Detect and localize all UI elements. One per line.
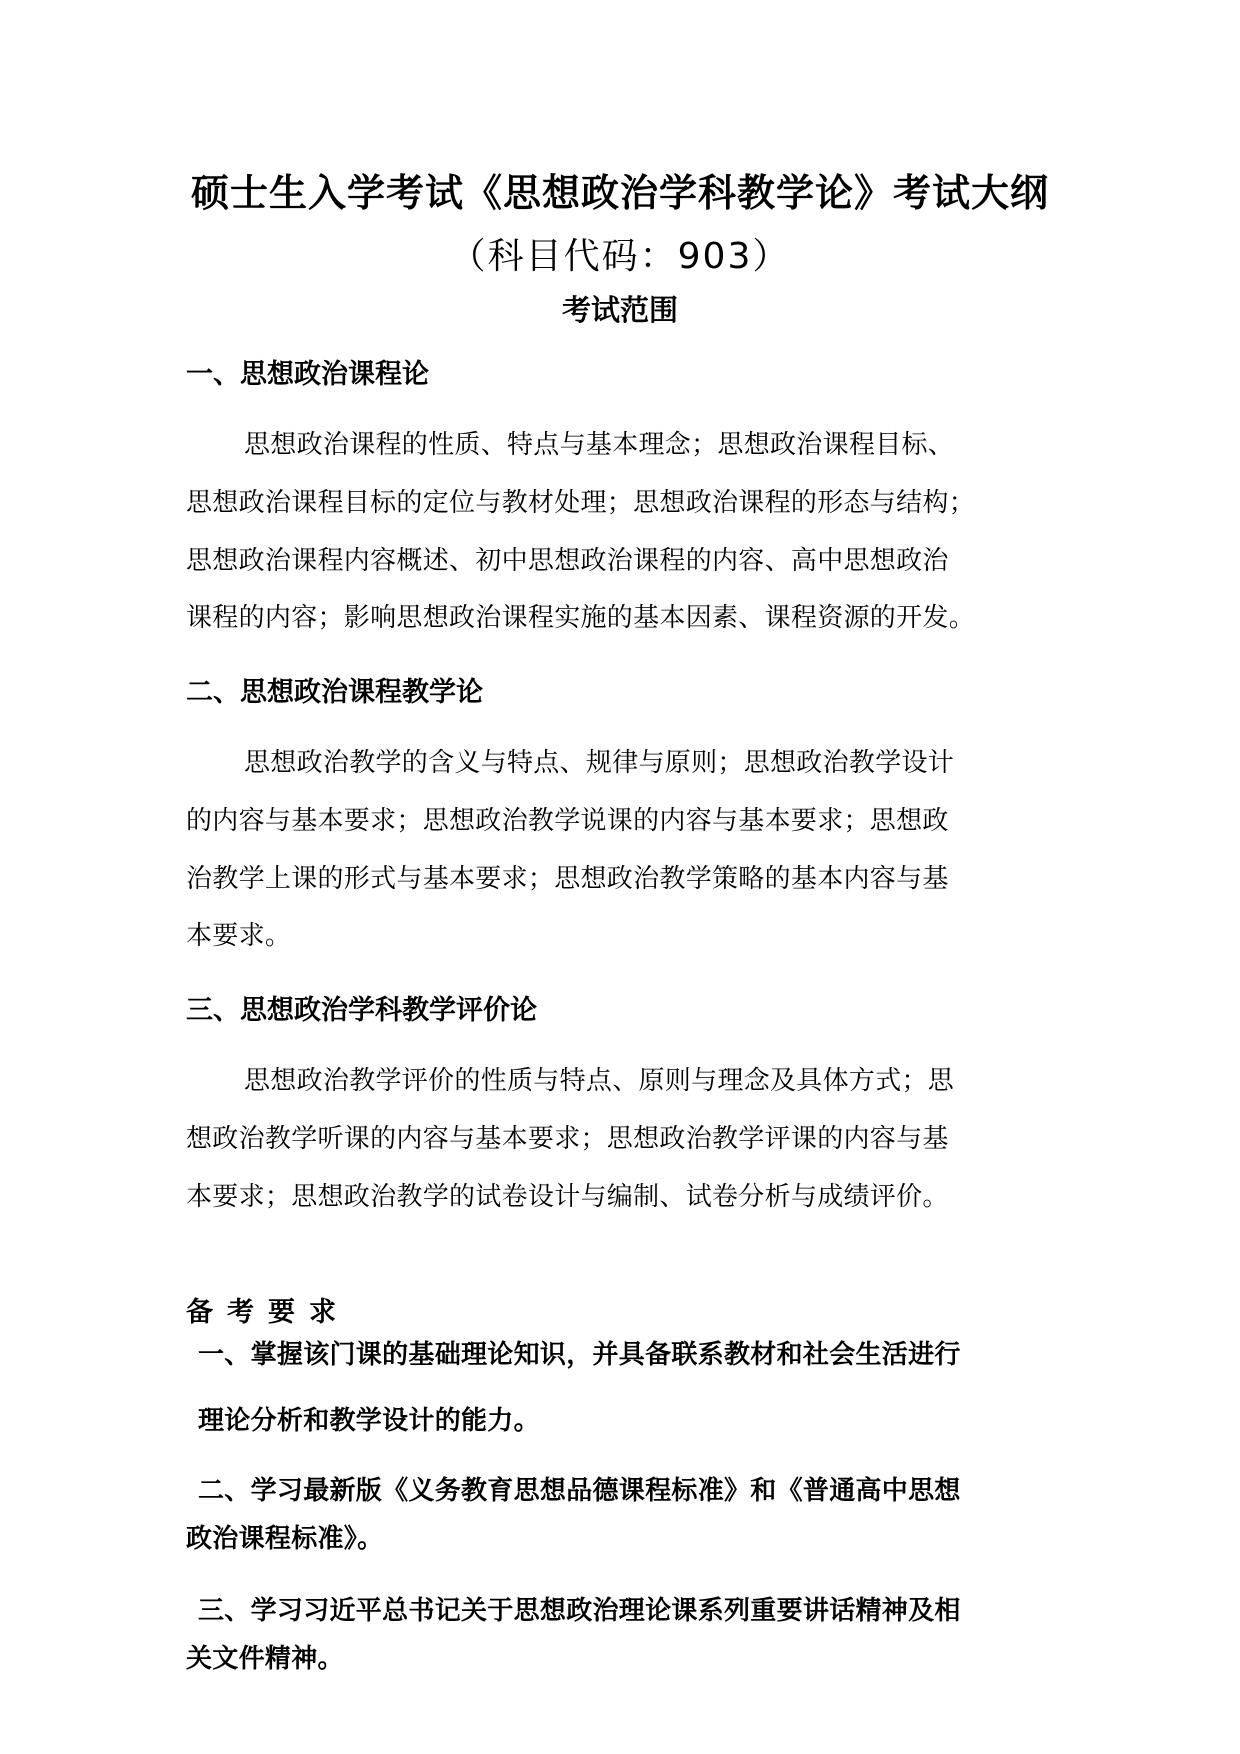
page-title: 硕士生入学考试《思想政治学科教学论》考试大纲 — [190, 171, 1049, 215]
requirement-1-line-2: 理论分析和教学设计的能力。 — [198, 1406, 540, 1436]
section-3-line-1: 思想政治教学评价的性质与特点、原则与理念及具体方式；思 — [244, 1066, 955, 1096]
section-1-line-3: 思想政治课程内容概述、初中思想政治课程的内容、高中思想政治 — [186, 546, 949, 576]
section-2-line-4: 本要求。 — [186, 921, 292, 951]
section-1-line-4: 课程的内容；影响思想政治课程实施的基本因素、课程资源的开发。 — [186, 603, 976, 633]
scope-heading: 考试范围 — [561, 293, 678, 327]
requirement-2-line-2: 政治课程标准》。 — [186, 1524, 384, 1554]
section-heading-1: 一、思想政治课程论 — [186, 359, 429, 390]
section-1-line-1: 思想政治课程的性质、特点与基本理念；思想政治课程目标、 — [244, 430, 955, 460]
requirements-heading: 备考要求 — [186, 1297, 350, 1328]
requirement-2-line-1: 二、学习最新版《义务教育思想品德课程标准》和《普通高中思想 — [198, 1476, 961, 1506]
section-heading-3: 三、思想政治学科教学评价论 — [186, 995, 537, 1026]
section-3-line-3: 本要求；思想政治教学的试卷设计与编制、试卷分析与成绩评价。 — [186, 1182, 949, 1212]
section-2-line-3: 治教学上课的形式与基本要求；思想政治教学策略的基本内容与基 — [186, 864, 949, 894]
subject-code: （科目代码：903） — [449, 236, 791, 277]
section-heading-2: 二、思想政治课程教学论 — [186, 677, 483, 708]
requirement-3-line-2: 关文件精神。 — [186, 1644, 344, 1674]
section-3-line-2: 想政治教学听课的内容与基本要求；思想政治教学评课的内容与基 — [186, 1124, 949, 1154]
section-1-line-2: 思想政治课程目标的定位与教材处理；思想政治课程的形态与结构； — [186, 488, 976, 518]
section-2-line-1: 思想政治教学的含义与特点、规律与原则；思想政治教学设计 — [244, 748, 955, 778]
section-2-line-2: 的内容与基本要求；思想政治教学说课的内容与基本要求；思想政 — [186, 806, 949, 836]
requirement-3-line-1: 三、学习习近平总书记关于思想政治理论课系列重要讲话精神及相 — [198, 1596, 961, 1626]
requirement-1-line-1: 一、掌握该门课的基础理论知识，并具备联系教材和社会生活进行 — [198, 1340, 961, 1370]
